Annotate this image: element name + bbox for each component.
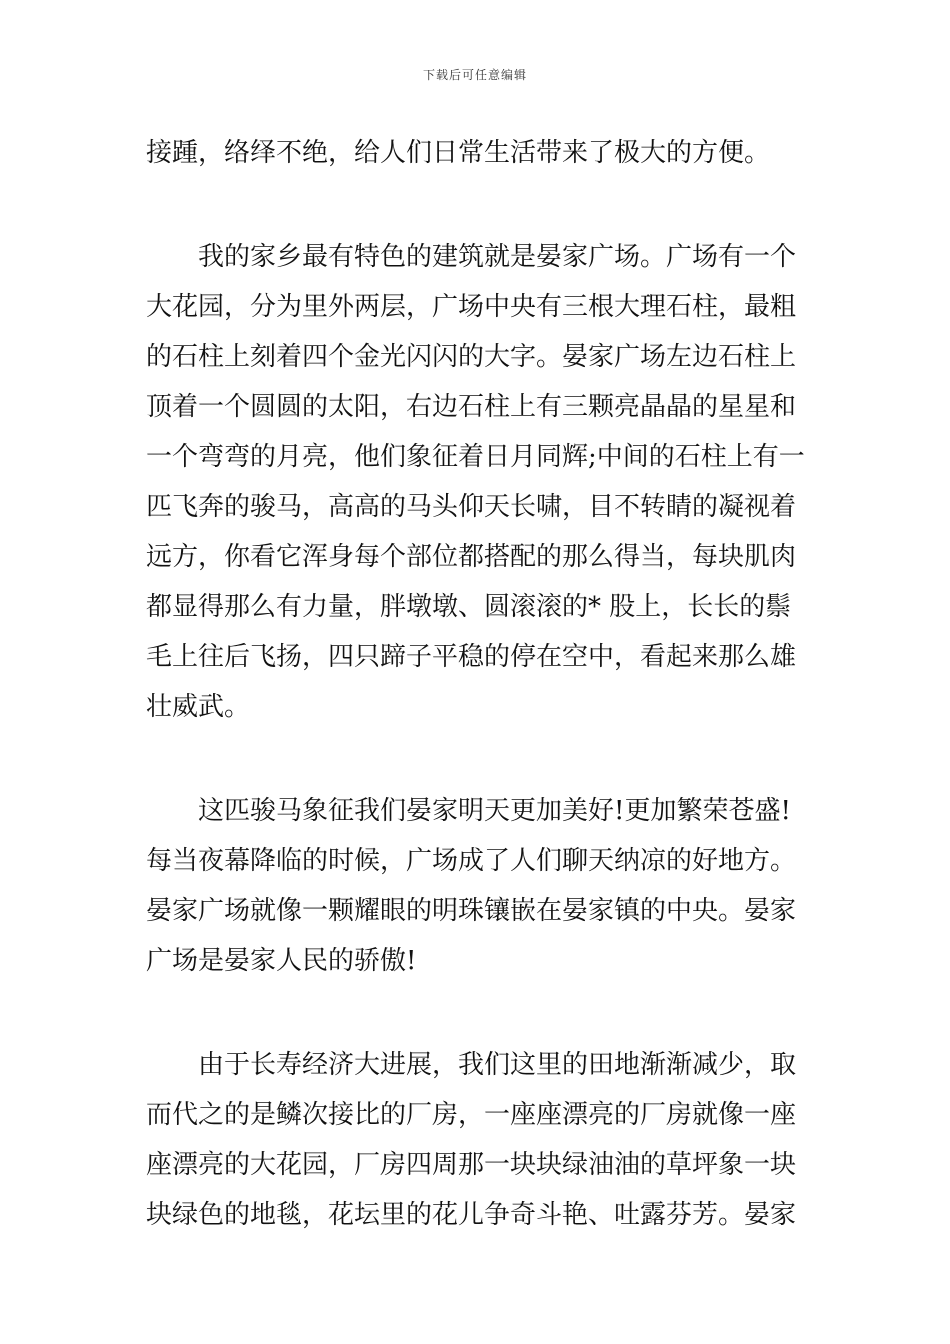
text-line: 这匹骏马象征我们晏家明天更加美好!更加繁荣苍盛!: [198, 796, 791, 826]
text-line: 广场是晏家人民的骄傲!: [146, 946, 417, 976]
text-line: 由于长寿经济大进展，我们这里的田地渐渐减少，取: [198, 1050, 797, 1080]
text-line: 一个弯弯的月亮，他们象征着日月同辉;中间的石柱上有一: [146, 442, 805, 472]
text-line: 我的家乡最有特色的建筑就是晏家广场。广场有一个: [198, 242, 797, 272]
text-line: 块绿色的地毯，花坛里的花儿争奇斗艳、吐露芬芳。晏家: [146, 1200, 797, 1230]
paragraph-gap: [146, 732, 808, 786]
text-line: 都显得那么有力量，胖墩墩、圆滚滚的* 股上，长长的鬃: [146, 592, 792, 622]
document-body: [146, 128, 808, 1240]
paragraph-gap: [146, 986, 808, 1040]
text-line: 接踵，络绎不绝，给人们日常生活带来了极大的方便。: [146, 138, 771, 168]
text-line: 每当夜幕降临的时候，广场成了人们聊天纳凉的好地方。: [146, 846, 797, 876]
paragraph-4: [146, 1040, 808, 1240]
paragraph-gap: [146, 178, 808, 232]
text-line: 壮威武。: [146, 692, 251, 722]
text-line: 晏家广场就像一颗耀眼的明珠镶嵌在晏家镇的中央。晏家: [146, 896, 797, 926]
paragraph-3: [146, 786, 808, 986]
page-header: 下载后可任意编辑: [422, 68, 527, 82]
text-line: 而代之的是鳞次接比的厂房，一座座漂亮的厂房就像一座: [146, 1100, 797, 1130]
text-line: 的石柱上刻着四个金光闪闪的大字。晏家广场左边石柱上: [146, 342, 797, 372]
text-line: 大花园，分为里外两层，广场中央有三根大理石柱，最粗: [146, 292, 797, 322]
text-line: 远方，你看它浑身每个部位都搭配的那么得当，每块肌肉: [146, 542, 797, 572]
text-line: 座漂亮的大花园，厂房四周那一块块绿油油的草坪象一块: [146, 1150, 797, 1180]
text-line: 毛上往后飞扬，四只蹄子平稳的停在空中，看起来那么雄: [146, 642, 797, 672]
text-line: 顶着一个圆圆的太阳，右边石柱上有三颗亮晶晶的星星和: [146, 392, 797, 422]
text-line: 匹飞奔的骏马，高高的马头仰天长啸，目不转睛的凝视着: [146, 492, 797, 522]
paragraph-1: [146, 128, 808, 178]
paragraph-2: [146, 232, 808, 732]
